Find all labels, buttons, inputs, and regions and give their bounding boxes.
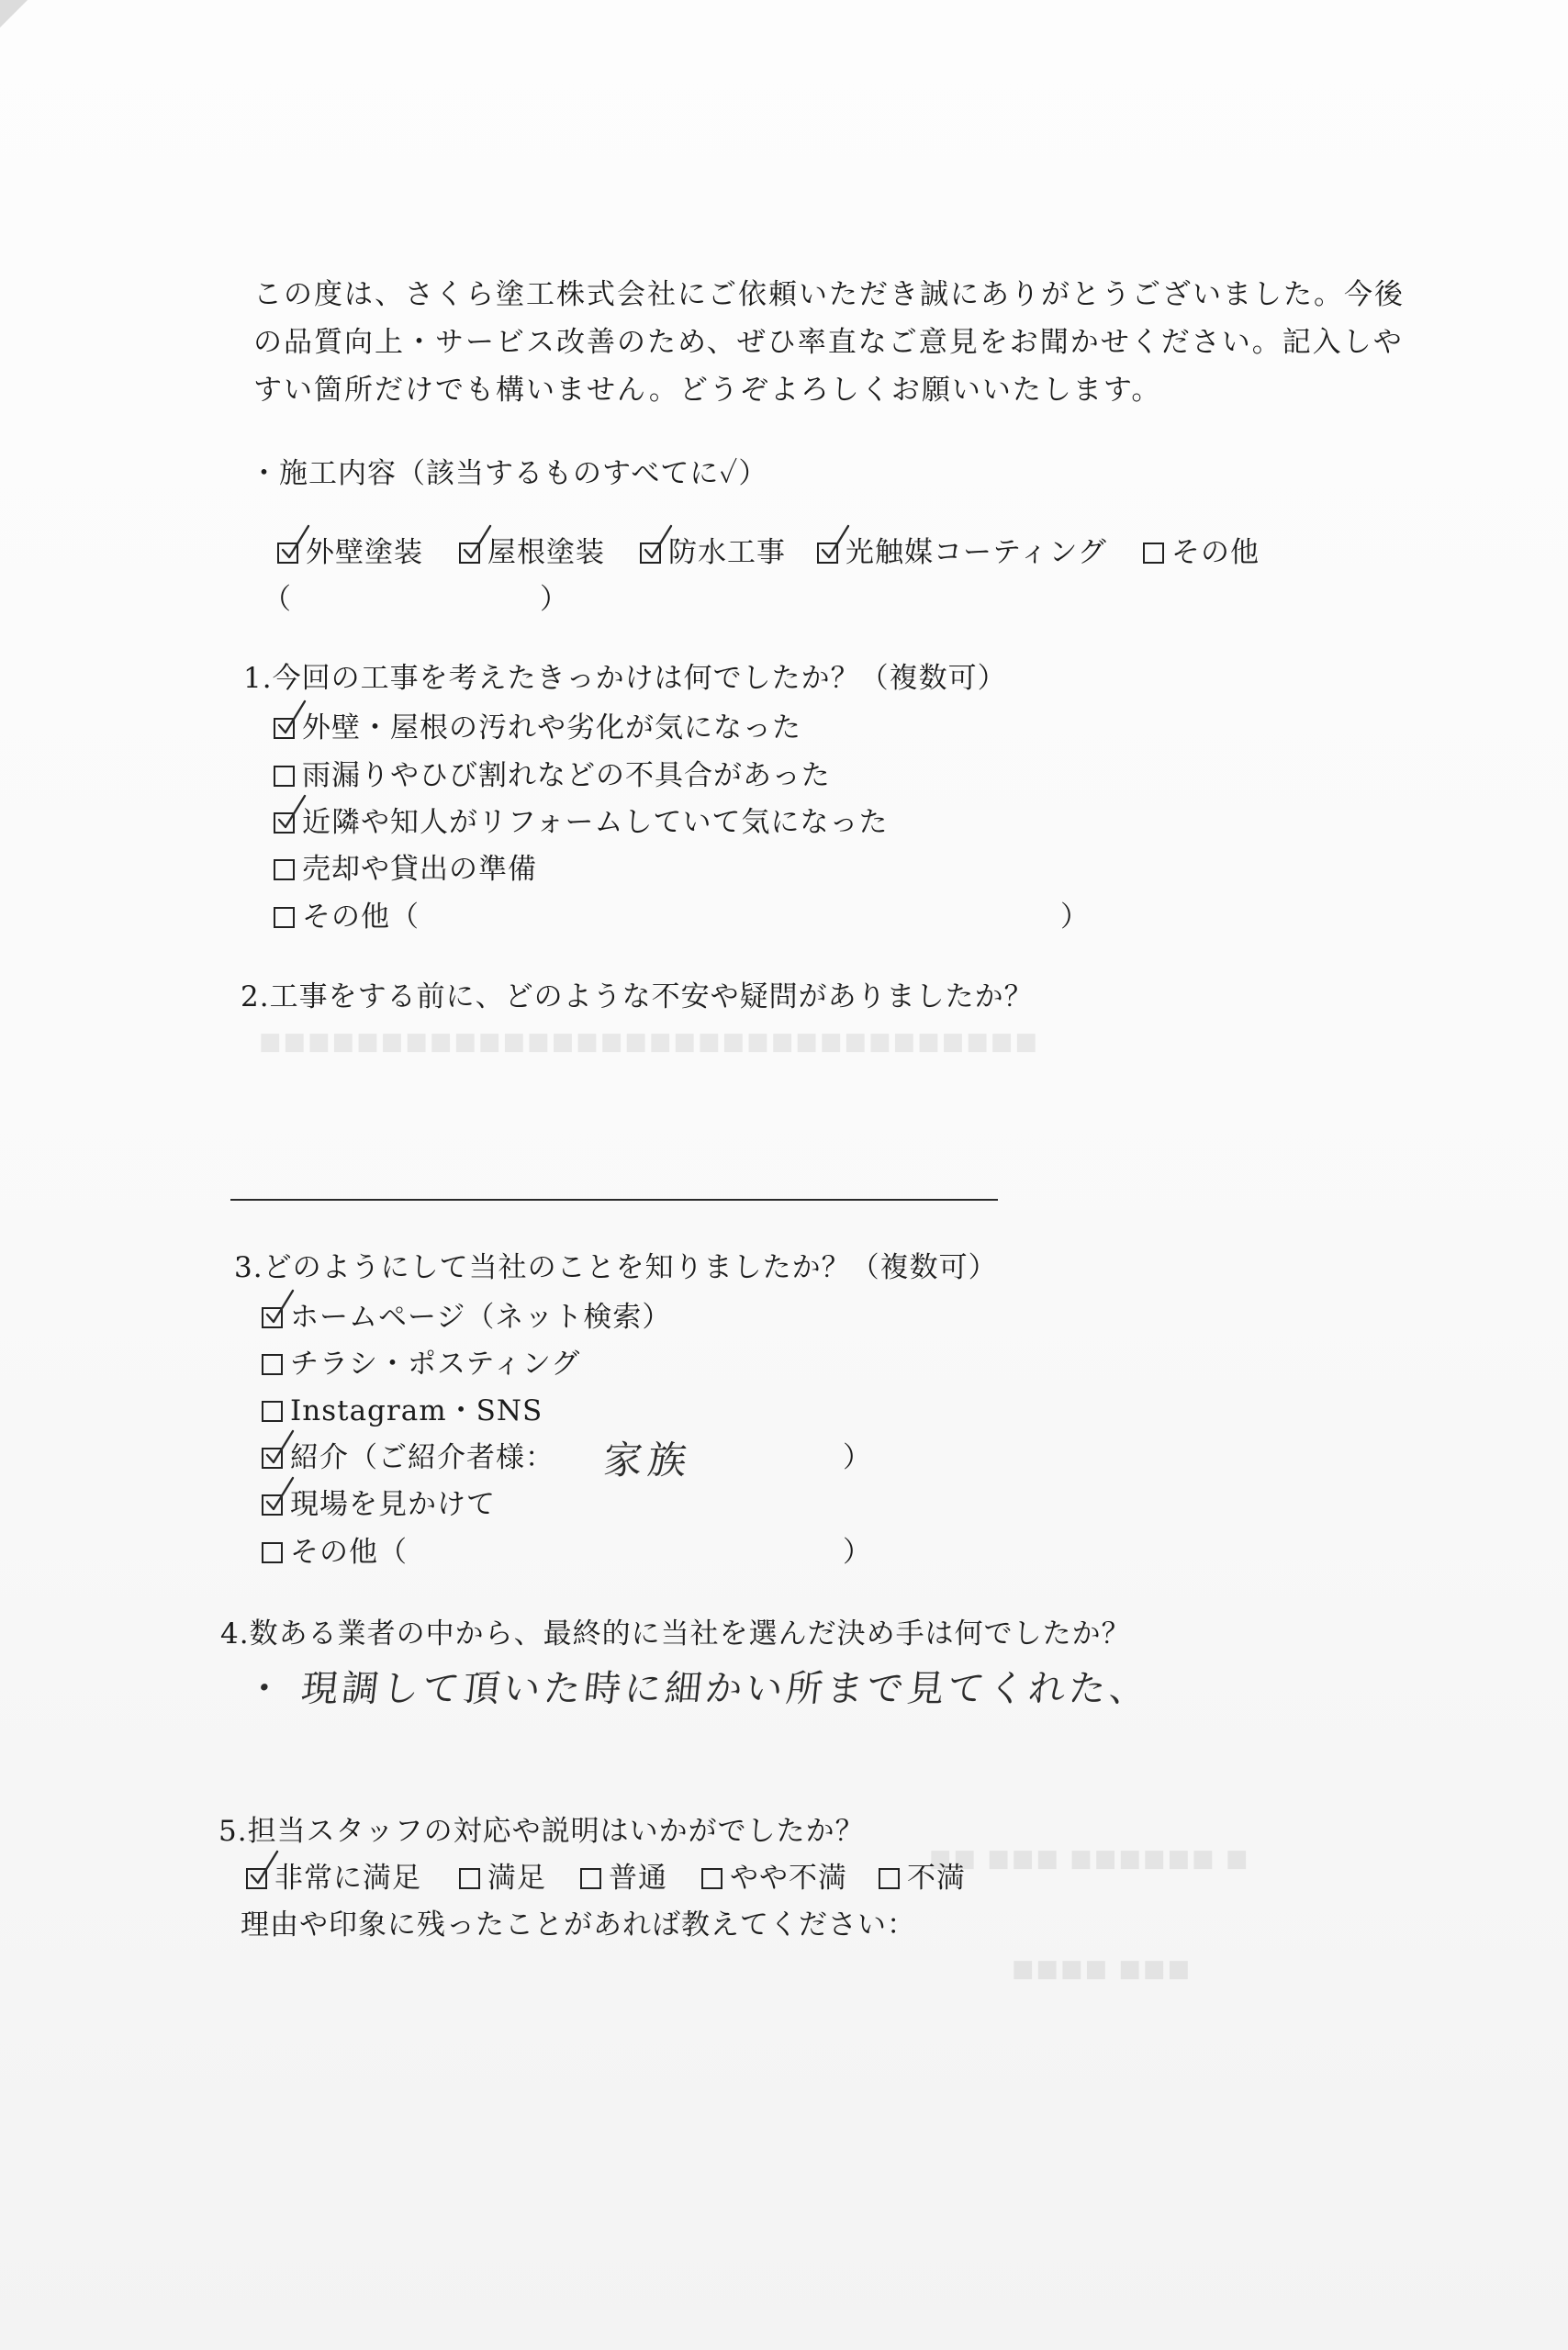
check-mark-icon xyxy=(644,524,677,563)
q5-option[interactable] xyxy=(701,1861,847,1896)
checkbox-checked[interactable] xyxy=(262,1307,283,1328)
q5-option-label: やや不満 xyxy=(730,1862,847,1895)
check-mark-icon xyxy=(265,1429,298,1468)
q5-reason-prompt: 理由や印象に残ったことがあれば教えてください： xyxy=(241,1908,916,1942)
referrer-handwritten-answer[interactable]: 家族 xyxy=(601,1438,695,1483)
q5-option[interactable] xyxy=(879,1861,966,1896)
q1-option-label: 外壁・屋根の汚れや劣化が気になった xyxy=(302,711,801,744)
q5-heading: 5.担当スタッフの対応や説明はいかがでしたか？ xyxy=(218,1815,865,1848)
q3-option[interactable] xyxy=(262,1300,671,1335)
check-mark-icon xyxy=(250,1850,283,1888)
work-option-label: 外壁塗装 xyxy=(306,536,423,569)
work-option-label: 防水工事 xyxy=(668,536,786,569)
work-option-label: その他 xyxy=(1171,536,1260,569)
checkbox-checked[interactable] xyxy=(817,543,838,564)
work-option-label: 光触媒コーティング xyxy=(846,536,1107,569)
q1-option-other[interactable] xyxy=(274,900,420,934)
checkbox-unchecked[interactable] xyxy=(879,1868,900,1889)
work-other-open-paren: （ xyxy=(263,583,292,616)
checkbox-unchecked[interactable] xyxy=(274,766,295,787)
q3-option-other[interactable] xyxy=(262,1535,408,1570)
q2-heading: 2.工事をする前に、どのような不安や疑問がありましたか？ xyxy=(241,980,1034,1013)
checkbox-unchecked[interactable] xyxy=(580,1868,601,1889)
q5-option-label: 不満 xyxy=(907,1862,966,1895)
checkbox-checked[interactable] xyxy=(274,812,295,834)
check-mark-icon xyxy=(277,794,310,833)
q1-option[interactable] xyxy=(274,852,537,887)
q4-heading: 4.数ある業者の中から、最終的に当社を選んだ決め手は何でしたか？ xyxy=(220,1617,1131,1651)
q1-option[interactable] xyxy=(274,758,831,793)
check-mark-icon xyxy=(281,524,314,563)
q1-option-label: 近隣や知人がリフォームしていて気になった xyxy=(302,806,889,839)
q1-option[interactable] xyxy=(274,805,888,840)
q3-option[interactable] xyxy=(262,1393,543,1428)
q3-other-close-paren: ） xyxy=(843,1536,872,1569)
q2-answer-line[interactable] xyxy=(230,1199,998,1201)
check-mark-icon xyxy=(463,524,496,563)
work-other-close-paren: ） xyxy=(540,583,569,616)
intro-text: この度は、さくら塗工株式会社にご依頼いただき誠にありがとうございました。今後の品質向上・サービス改善のため、ぜひ率直なご意見をお聞かせください。記入しやすい箇所だけでも構いません。どうぞよろしくお願いいたします。 xyxy=(253,278,1405,407)
q1-option-label: その他（ xyxy=(302,901,420,934)
q3-option-label: その他（ xyxy=(290,1536,408,1569)
show-through-text: ■■■ ■■■■ xyxy=(1010,1955,1191,1983)
q1-option[interactable] xyxy=(274,711,801,745)
checkbox-unchecked[interactable] xyxy=(262,1401,283,1422)
q3-option-label: チラシ・ポスティング xyxy=(290,1348,581,1381)
q1-other-close-paren: ） xyxy=(1060,901,1090,934)
q5-option[interactable] xyxy=(580,1861,667,1896)
q3-option-label: 現場を見かけて xyxy=(290,1488,496,1521)
q5-option-label: 非常に満足 xyxy=(274,1862,421,1895)
q5-option-label: 普通 xyxy=(609,1862,667,1895)
check-mark-icon xyxy=(821,524,854,563)
checkbox-checked[interactable] xyxy=(262,1448,283,1469)
work-option-waterproofing[interactable] xyxy=(640,535,786,570)
q3-option-label: Instagram・SNS xyxy=(290,1394,543,1427)
check-mark-icon xyxy=(277,699,310,738)
checkbox-checked[interactable] xyxy=(277,543,298,564)
work-option-roof[interactable] xyxy=(459,535,605,570)
q4-handwritten-answer[interactable]: ・ 現調して頂いた時に細かい所まで見てくれた、 xyxy=(243,1668,1152,1710)
check-mark-icon xyxy=(265,1289,298,1327)
check-mark-icon xyxy=(265,1476,298,1515)
checkbox-checked[interactable] xyxy=(246,1868,267,1889)
work-option-label: 屋根塗装 xyxy=(487,536,605,569)
show-through-text: ■ ■■■■■■ ■■■ ■■ xyxy=(927,1845,1249,1873)
q5-option[interactable] xyxy=(246,1861,421,1896)
checkbox-unchecked[interactable] xyxy=(701,1868,722,1889)
work-option-other[interactable] xyxy=(1143,535,1260,570)
q1-option-label: 売却や貸出の準備 xyxy=(302,853,537,886)
q3-option-label: ホームページ（ネット検索） xyxy=(290,1301,672,1334)
q5-option-label: 満足 xyxy=(487,1862,546,1895)
q3-option-referral[interactable] xyxy=(262,1440,554,1475)
work-option-exterior-wall[interactable] xyxy=(277,535,423,570)
checkbox-checked[interactable] xyxy=(274,718,295,739)
checkbox-unchecked[interactable] xyxy=(459,1868,480,1889)
q3-referrer-close-paren: ） xyxy=(843,1441,872,1474)
q3-option[interactable] xyxy=(262,1347,580,1382)
checkbox-checked[interactable] xyxy=(640,543,661,564)
work-heading: ・施工内容（該当するものすべてに✓） xyxy=(250,457,768,490)
checkbox-unchecked[interactable] xyxy=(262,1542,283,1563)
q3-option-label: 紹介（ご紹介者様： xyxy=(290,1441,554,1474)
q5-option[interactable] xyxy=(459,1861,546,1896)
q1-option-label: 雨漏りやひび割れなどの不具合があった xyxy=(302,759,831,792)
q3-heading: 3.どのようにして当社のことを知りましたか？（複数可） xyxy=(234,1251,998,1284)
checkbox-unchecked[interactable] xyxy=(1143,543,1164,564)
folded-corner xyxy=(0,0,28,28)
show-through-text: ■■■■■■■■■■■■■■■■■■■■■■■■■■■■■■■■ xyxy=(257,1028,1038,1056)
q1-heading: 1.今回の工事を考えたきっかけは何でしたか？（複数可） xyxy=(243,662,1007,695)
q3-option[interactable] xyxy=(262,1487,496,1522)
checkbox-unchecked[interactable] xyxy=(274,859,295,880)
checkbox-checked[interactable] xyxy=(459,543,480,564)
work-option-photocatalyst[interactable] xyxy=(817,535,1107,570)
checkbox-checked[interactable] xyxy=(262,1494,283,1516)
checkbox-unchecked[interactable] xyxy=(274,907,295,928)
checkbox-unchecked[interactable] xyxy=(262,1354,283,1375)
